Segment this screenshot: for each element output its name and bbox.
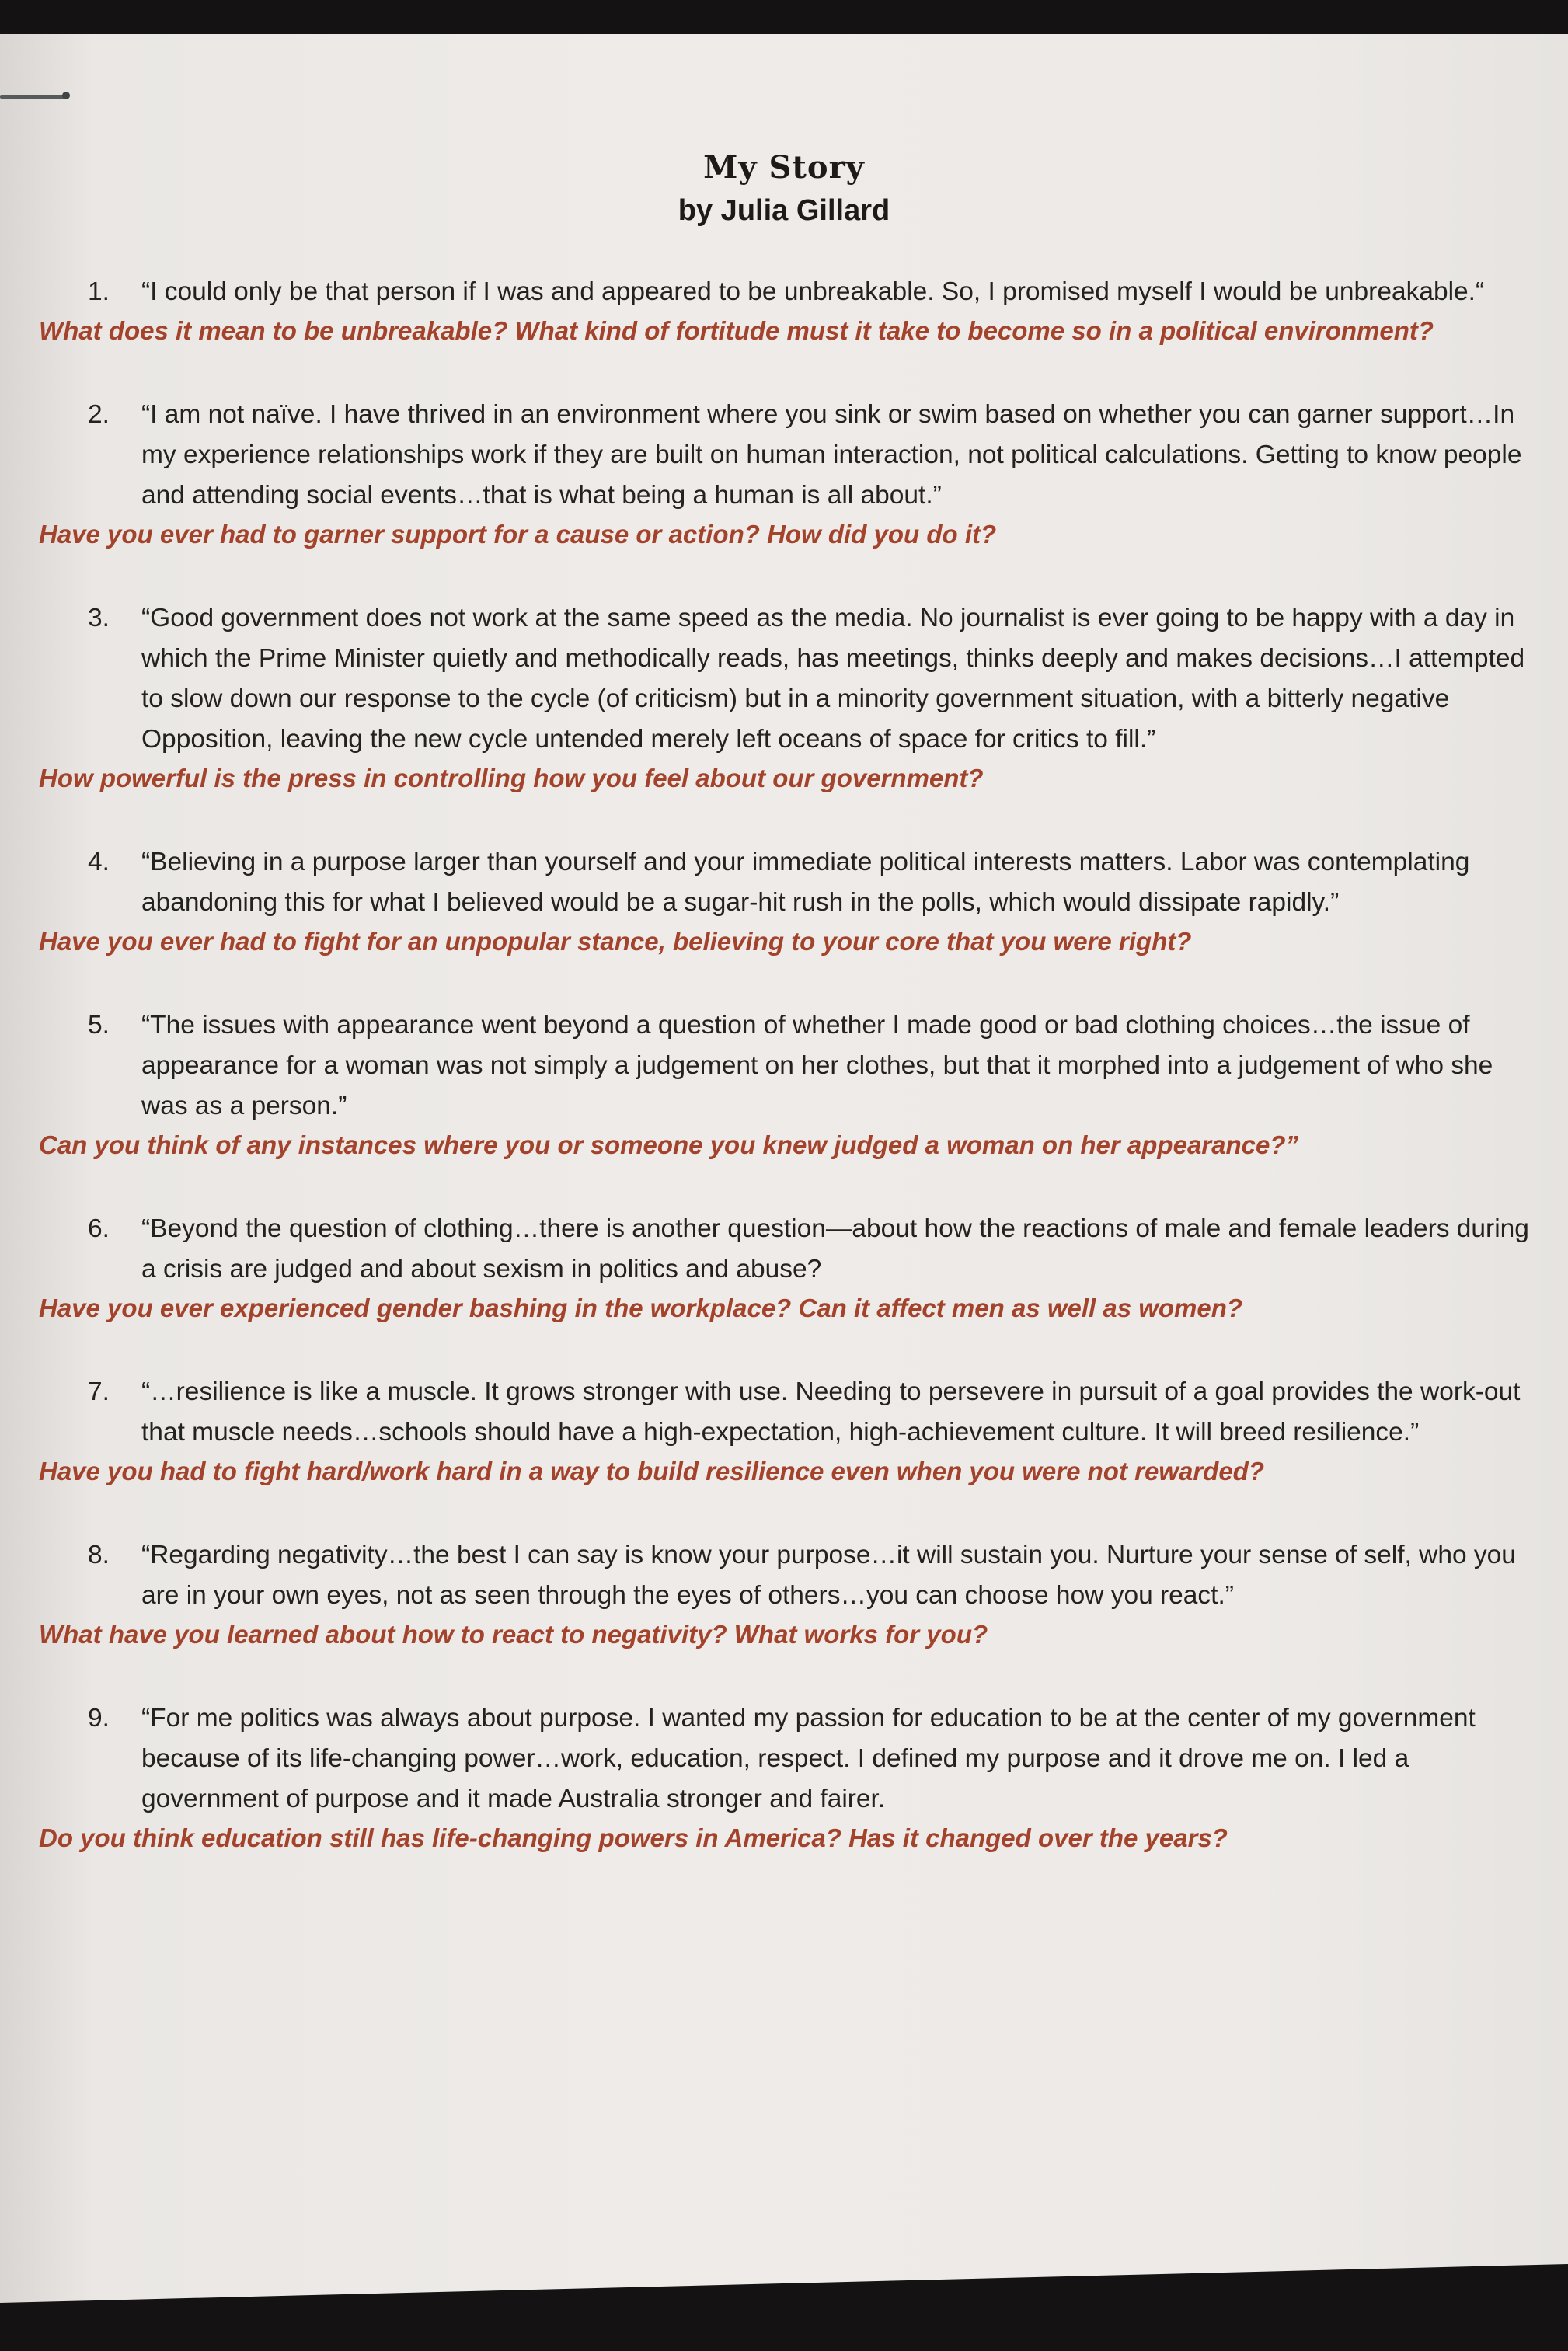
quote-text: “For me politics was always about purpose. I wanted my passion for education to be at the center of my government because of its life-changing power…work, education, respect. I defined my purpose and it drove me on. I led a government of purpose and it made Australia stronger and fairer. [141, 1704, 1476, 1813]
spacer [0, 1327, 1568, 1372]
discussion-question: How powerful is the press in controlling how you feel about our government? [39, 764, 984, 792]
spacer [0, 1164, 1568, 1209]
list-item [0, 842, 1568, 960]
quote-text: “…resilience is like a muscle. It grows stronger with use. Needing to persevere in pursuit of a goal provides the work-out that muscle needs…schools should have a high-expectation, high-achievement culture. It will breed resilience.” [141, 1378, 1521, 1447]
quote-block [0, 1698, 1568, 1820]
discussion-question: Have you had to fight hard/work hard in a way to build resilience even when you were not rewarded? [39, 1457, 1264, 1485]
discussion-question: Have you ever had to garner support for a cause or action? How did you do it? [39, 520, 997, 549]
quote-block [0, 1372, 1568, 1453]
list-item [0, 395, 1568, 553]
list-item [0, 272, 1568, 350]
quote-block [0, 395, 1568, 516]
question-list [0, 272, 1568, 1857]
discussion-question: Have you ever experienced gender bashing in the workplace? Can it affect men as well as women? [39, 1294, 1243, 1322]
quote-block [0, 842, 1568, 923]
item-number: 5. [88, 1011, 110, 1040]
discussion-question: What have you learned about how to react to negativity? What works for you? [39, 1620, 988, 1649]
pin-head-icon [62, 92, 70, 99]
quote-text: “Believing in a purpose larger than yourself and your immediate political interests matters. Labor was contemplating abandoning this for what I believed would be a sugar-hit rush in the polls, which would dissipate rapidly.” [141, 848, 1470, 917]
spacer [0, 960, 1568, 1005]
quote-text: “Beyond the question of clothing…there is another question—about how the reactions of male and female leaders during a crisis are judged and about sexism in politics and abuse? [141, 1214, 1529, 1283]
item-number: 7. [88, 1378, 110, 1406]
list-item [0, 1698, 1568, 1857]
discussion-question: Do you think education still has life-changing powers in America? Has it changed over the years? [39, 1823, 1228, 1852]
item-number: 4. [88, 848, 110, 876]
quote-text: “I could only be that person if I was and appeared to be unbreakable. So, I promised myself I would be unbreakable.“ [141, 277, 1485, 306]
discussion-question: Have you ever had to fight for an unpopular stance, believing to your core that you were right? [39, 927, 1192, 956]
quote-text: “Regarding negativity…the best I can say is know your purpose…it will sustain you. Nurture your sense of self, who you are in your own eyes, not as seen through the eyes of others…you can choose how you react.” [141, 1541, 1516, 1610]
quote-block [0, 1209, 1568, 1290]
spacer [0, 1490, 1568, 1535]
list-item [0, 1209, 1568, 1327]
list-item [0, 598, 1568, 797]
quote-block [0, 272, 1568, 312]
quote-text: “I am not naïve. I have thrived in an environment where you sink or swim based on whether you can garner support…In my experience relationships work if they are built on human interaction, not political calculations. Getting to know people and attending social events…that is what being a human is all about.” [141, 400, 1522, 510]
item-number: 2. [88, 400, 110, 429]
spacer [0, 797, 1568, 842]
list-item [0, 1372, 1568, 1490]
item-number: 1. [88, 277, 110, 306]
quote-text: “Good government does not work at the same speed as the media. No journalist is ever going to be happy with a day in which the Prime Minister quietly and methodically reads, has meetings, thinks deeply and makes decisions…I attempted to slow down our response to the cycle (of criticism) but in a minority government situation, with a bitterly negative Opposition, leaving the new cycle untended merely left oceans of space for critics to fill.” [141, 604, 1525, 754]
item-number: 8. [88, 1541, 110, 1569]
spacer [0, 1653, 1568, 1698]
list-item [0, 1005, 1568, 1164]
spacer [0, 553, 1568, 598]
straight-pin-icon [0, 95, 67, 99]
quote-text: “The issues with appearance went beyond a question of whether I made good or bad clothing choices…the issue of appearance for a woman was not simply a judgement on her clothes, but that it morphed into a judgement of who she was as a person.” [141, 1011, 1493, 1120]
discussion-question: What does it mean to be unbreakable? What kind of fortitude must it take to become so in a political environment? [39, 316, 1434, 345]
spacer [0, 350, 1568, 395]
quote-block [0, 1005, 1568, 1127]
item-number: 9. [88, 1704, 110, 1733]
document-title: My Story [703, 149, 865, 186]
list-item [0, 1535, 1568, 1653]
item-number: 6. [88, 1214, 110, 1243]
discussion-question: Can you think of any instances where you or someone you knew judged a woman on her appearance?” [39, 1130, 1299, 1159]
document-author: by Julia Gillard [678, 194, 890, 227]
quote-block [0, 598, 1568, 760]
item-number: 3. [88, 604, 110, 632]
quote-block [0, 1535, 1568, 1616]
